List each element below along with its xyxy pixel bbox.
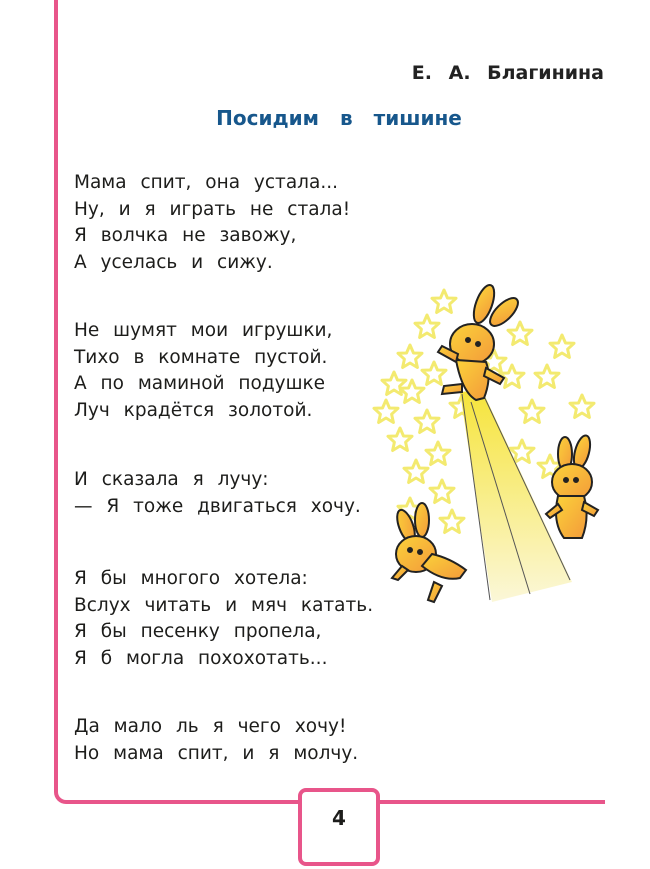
poem-line: Я бы многого хотела:	[74, 568, 308, 589]
poem-line: Но мама спит, и я молчу.	[74, 742, 359, 764]
page-number-box	[298, 788, 380, 866]
stanza-4	[74, 566, 373, 672]
bunny-right	[546, 434, 598, 538]
stanza-5	[74, 714, 358, 767]
poem-line: А уселась и сижу.	[74, 251, 273, 273]
poem-line: Луч крадётся золотой.	[74, 399, 313, 421]
poem-line: Я бы песенку пропела,	[74, 621, 322, 642]
poem-line: А по маминой подушке	[74, 373, 326, 394]
poem-line: И сказала я лучу:	[74, 469, 269, 490]
page-frame-bottom-right	[378, 800, 605, 804]
stanza-3	[74, 467, 361, 520]
poem-line: — Я тоже двигаться хочу.	[74, 495, 361, 517]
poem-line: Да мало ль я чего хочу!	[74, 716, 347, 737]
bunnies-illustration	[372, 282, 608, 610]
poem-line: Вслух читать и мяч катать.	[74, 594, 374, 616]
page-frame-bottom-left	[74, 800, 300, 804]
poem-line: Не шумят мои игрушки,	[74, 320, 333, 341]
page-frame-corner	[54, 780, 76, 804]
poem-line: Ну, и я играть не стала!	[74, 198, 351, 220]
poem-line: Я волчка не завожу,	[74, 225, 297, 246]
poem-title: Посидим в тишине	[216, 106, 462, 130]
page-number: 4	[332, 806, 346, 830]
poem-line: Тихо в комнате пустой.	[74, 346, 328, 368]
poem-line: Мама спит, она устала...	[74, 172, 338, 193]
poem-line: Я б могла похохотать...	[74, 647, 328, 669]
stanza-2	[74, 318, 332, 424]
poem-author: Е. А. Благинина	[411, 62, 604, 84]
stanza-1	[74, 170, 350, 276]
